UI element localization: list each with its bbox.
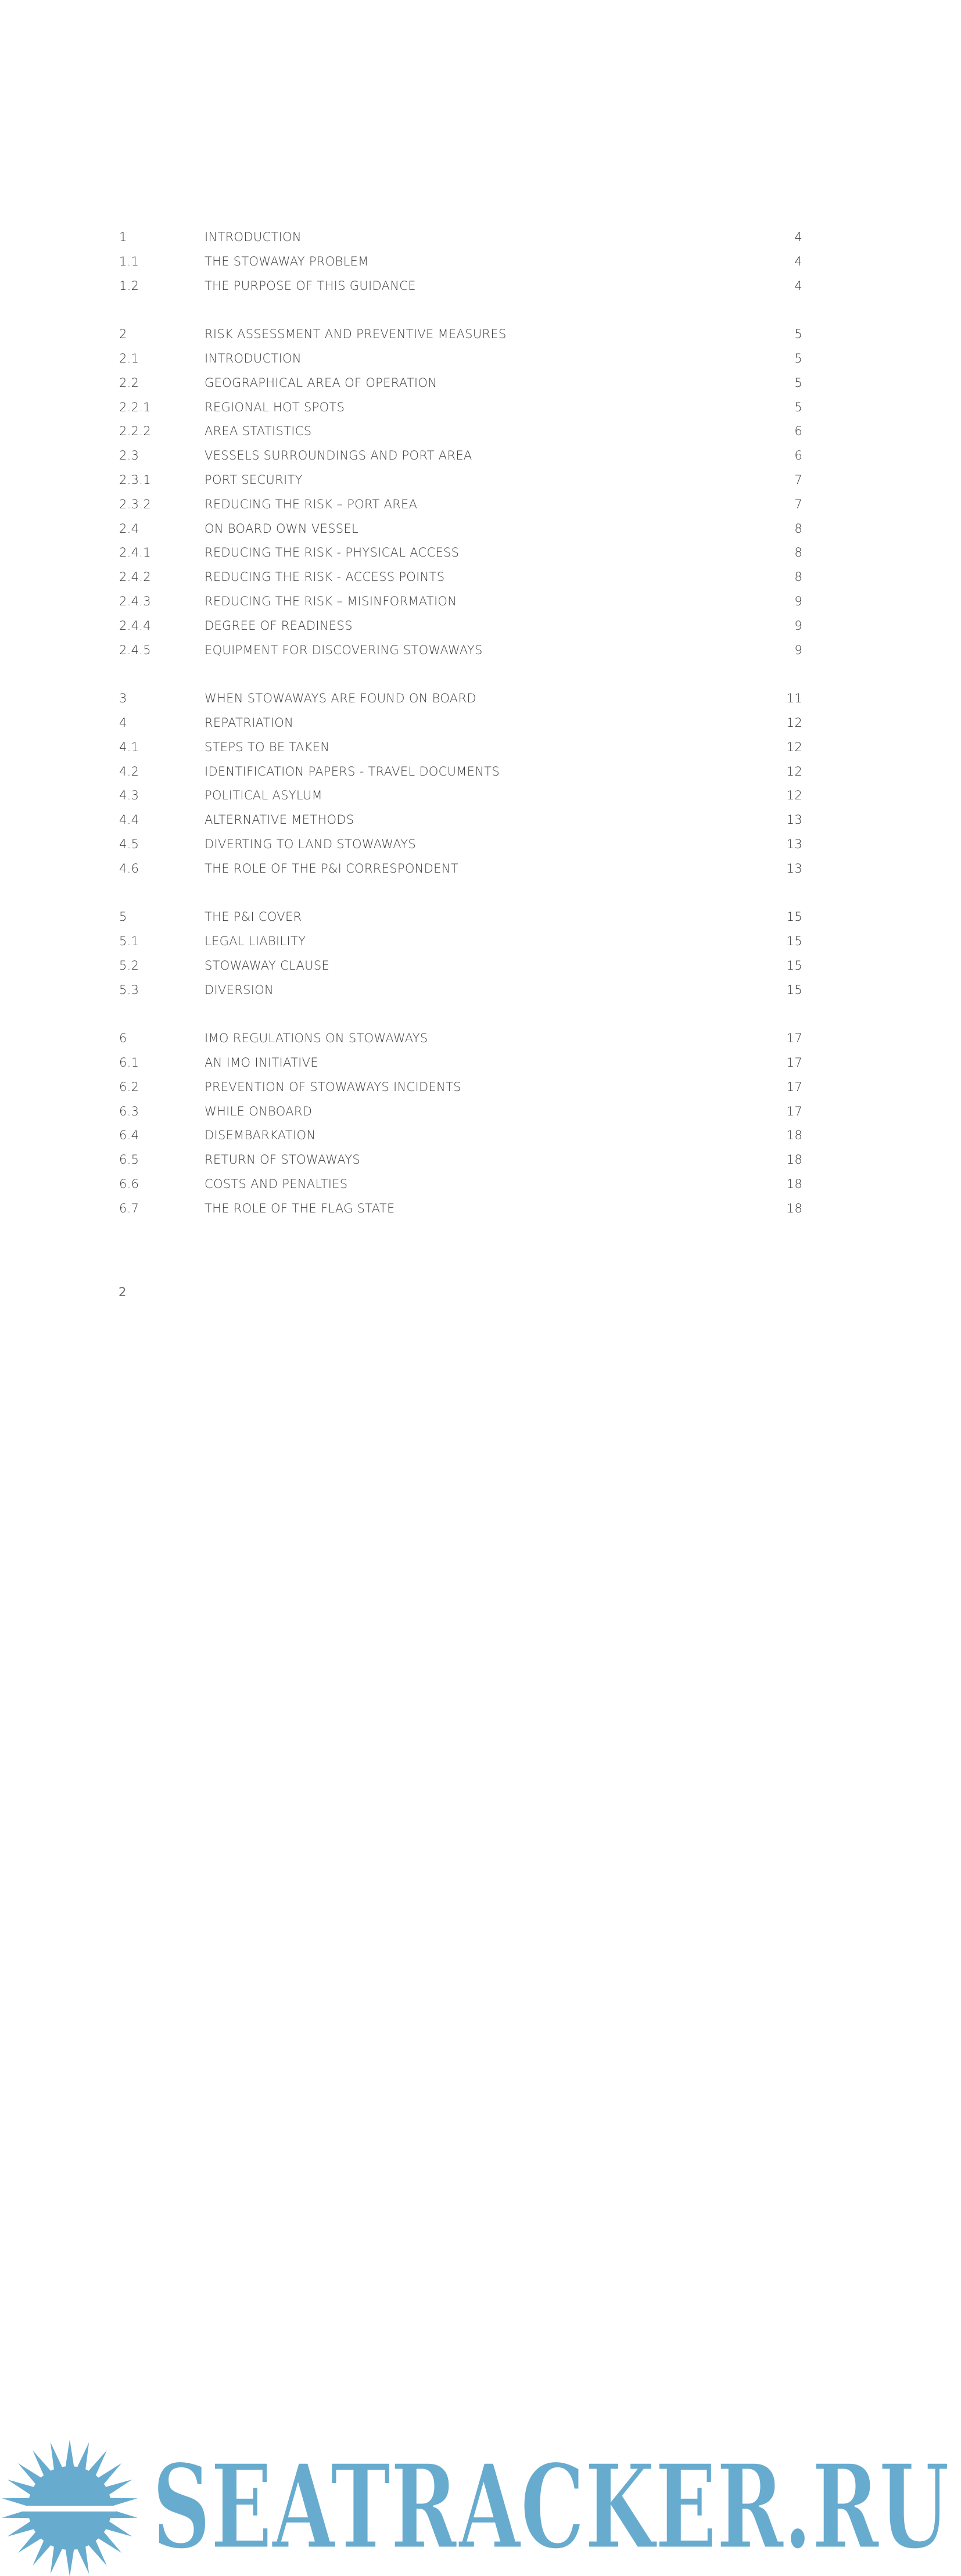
section-title: THE P&I COVER: [205, 910, 302, 924]
toc-entry[interactable]: [119, 905, 802, 930]
section-title: RISK ASSESSMENT AND PREVENTIVE MEASURES: [205, 327, 507, 342]
section-title: LEGAL LIABILITY: [205, 934, 306, 949]
section-title: RETURN OF STOWAWAYS: [205, 1153, 361, 1167]
section-number: 6.6: [119, 1177, 139, 1192]
section-number: 4.6: [119, 861, 139, 876]
section-number: 4.4: [119, 813, 139, 827]
section-title: REDUCING THE RISK – MISINFORMATION: [205, 594, 457, 608]
page-ref: 15: [786, 934, 802, 949]
page-ref: 6: [794, 424, 802, 439]
page-ref: 4: [794, 230, 802, 244]
section-title: AREA STATISTICS: [205, 424, 312, 439]
page-ref: 12: [786, 788, 802, 803]
toc-entry[interactable]: [119, 930, 802, 954]
section-title: AN IMO INITIATIVE: [205, 1056, 318, 1070]
toc-entry[interactable]: [119, 347, 802, 371]
section-number: 2.4.4: [119, 618, 151, 633]
section-number: 1.1: [119, 254, 139, 268]
section-number: 2.3.1: [119, 472, 151, 487]
page-ref: 9: [794, 594, 802, 608]
toc-entry[interactable]: [119, 638, 802, 663]
page-ref: 15: [786, 982, 802, 997]
section-title: WHEN STOWAWAYS ARE FOUND ON BOARD: [205, 691, 476, 706]
toc-entry[interactable]: [119, 1172, 802, 1197]
section-title: REPATRIATION: [205, 715, 294, 730]
section-number: 6.2: [119, 1079, 139, 1094]
section-title: PORT SECURITY: [205, 472, 303, 487]
page-ref: 4: [794, 254, 802, 268]
toc-entry[interactable]: [119, 760, 802, 784]
toc-entry[interactable]: [119, 1100, 802, 1124]
section-number: 5.2: [119, 958, 139, 973]
toc-entry[interactable]: [119, 565, 802, 590]
section-title: GEOGRAPHICAL AREA OF OPERATION: [205, 375, 438, 390]
section-title: INTRODUCTION: [205, 230, 302, 244]
toc-entry[interactable]: [119, 833, 802, 857]
page-ref: 7: [794, 497, 802, 511]
toc-entry[interactable]: [119, 808, 802, 833]
page-ref: 5: [794, 375, 802, 390]
page-ref: 18: [786, 1177, 802, 1192]
page-ref: 18: [786, 1201, 802, 1215]
section-title: REGIONAL HOT SPOTS: [205, 400, 345, 414]
section-number: 1: [119, 230, 127, 244]
section-title: DISEMBARKATION: [205, 1128, 316, 1143]
section-title: WHILE ONBOARD: [205, 1104, 313, 1118]
toc-entry[interactable]: [119, 1027, 802, 1051]
section-title: COSTS AND PENALTIES: [205, 1177, 348, 1192]
section-title: DIVERTING TO LAND STOWAWAYS: [205, 837, 417, 851]
toc-entry[interactable]: [119, 225, 802, 250]
page-ref: 17: [786, 1104, 802, 1118]
watermark-label: SEATRACKER.RU: [152, 2450, 949, 2560]
section-number: 2.3: [119, 449, 139, 463]
page-ref: 12: [786, 740, 802, 754]
section-title: THE STOWAWAY PROBLEM: [205, 254, 369, 268]
toc-entry[interactable]: [119, 444, 802, 468]
section-title: THE PURPOSE OF THIS GUIDANCE: [205, 278, 416, 293]
toc-entry[interactable]: [119, 1075, 802, 1100]
toc-entry[interactable]: [119, 250, 802, 274]
page-ref: 17: [786, 1056, 802, 1070]
toc-entry[interactable]: [119, 274, 802, 299]
section-number: 3: [119, 691, 127, 706]
page-ref: 11: [786, 691, 802, 706]
toc-entry[interactable]: [119, 371, 802, 396]
toc-entry[interactable]: [119, 396, 802, 420]
section-number: 1.2: [119, 278, 139, 293]
section-number: 6.7: [119, 1201, 139, 1215]
section-number: 2.2.2: [119, 424, 151, 439]
page-ref: 18: [786, 1153, 802, 1167]
section-title: STOWAWAY CLAUSE: [205, 958, 330, 973]
section-title: THE ROLE OF THE FLAG STATE: [205, 1201, 395, 1215]
section-title: REDUCING THE RISK – PORT AREA: [205, 497, 418, 511]
page-ref: 12: [786, 764, 802, 778]
section-number: 4: [119, 715, 127, 730]
section-title: IMO REGULATIONS ON STOWAWAYS: [205, 1031, 428, 1046]
section-title: DIVERSION: [205, 982, 274, 997]
sun-icon: [0, 2437, 139, 2576]
page-ref: 8: [794, 546, 802, 560]
section-number: 6.4: [119, 1128, 139, 1143]
toc-entry[interactable]: [119, 419, 802, 444]
page-ref: 12: [786, 715, 802, 730]
section-title: IDENTIFICATION PAPERS - TRAVEL DOCUMENTS: [205, 764, 500, 778]
toc-entry[interactable]: [119, 784, 802, 808]
section-title: THE ROLE OF THE P&I CORRESPONDENT: [205, 861, 458, 876]
section-number: 4.2: [119, 764, 139, 778]
toc-entry[interactable]: [119, 1124, 802, 1148]
section-number: 6: [119, 1031, 127, 1046]
toc-entry[interactable]: [119, 736, 802, 760]
page-number: 2: [119, 1285, 127, 1299]
page-ref: 8: [794, 570, 802, 584]
section-title: DEGREE OF READINESS: [205, 618, 353, 633]
toc-entry[interactable]: [119, 517, 802, 541]
toc-entry[interactable]: [119, 590, 802, 614]
page-ref: 5: [794, 327, 802, 342]
toc-entry[interactable]: [119, 322, 802, 347]
section-number: 4.5: [119, 837, 139, 851]
page-ref: 17: [786, 1079, 802, 1094]
toc-entry[interactable]: [119, 1148, 802, 1172]
section-title: REDUCING THE RISK - PHYSICAL ACCESS: [205, 546, 460, 560]
section-number: 6.3: [119, 1104, 139, 1118]
section-number: 5.1: [119, 934, 139, 949]
toc-entry[interactable]: [119, 687, 802, 711]
page-ref: 9: [794, 618, 802, 633]
section-title: ON BOARD OWN VESSEL: [205, 521, 358, 536]
toc-entry[interactable]: [119, 1051, 802, 1075]
section-number: 2.4.3: [119, 594, 151, 608]
page-ref: 13: [786, 861, 802, 876]
section-number: 2.2.1: [119, 400, 151, 414]
page-ref: 13: [786, 813, 802, 827]
section-title: POLITICAL ASYLUM: [205, 788, 322, 803]
section-number: 5: [119, 910, 127, 924]
table-of-contents: [119, 225, 802, 1221]
toc-entry[interactable]: [119, 614, 802, 638]
toc-entry[interactable]: [119, 857, 802, 881]
page-ref: 13: [786, 837, 802, 851]
toc-entry[interactable]: [119, 711, 802, 736]
toc-entry[interactable]: [119, 493, 802, 517]
page-ref: 5: [794, 400, 802, 414]
page-ref: 9: [794, 643, 802, 657]
section-number: 2.4.2: [119, 570, 151, 584]
page-ref: 7: [794, 472, 802, 487]
section-title: EQUIPMENT FOR DISCOVERING STOWAWAYS: [205, 643, 483, 657]
section-title: INTRODUCTION: [205, 351, 302, 365]
watermark-text: [152, 2450, 949, 2560]
page-ref: 6: [794, 449, 802, 463]
section-number: 2: [119, 327, 127, 342]
section-title: ALTERNATIVE METHODS: [205, 813, 354, 827]
page-ref: 15: [786, 958, 802, 973]
toc-entry[interactable]: [119, 978, 802, 1003]
section-number: 5.3: [119, 982, 139, 997]
section-number: 6.5: [119, 1153, 139, 1167]
section-number: 4.3: [119, 788, 139, 803]
page-ref: 5: [794, 351, 802, 365]
toc-entry[interactable]: [119, 468, 802, 493]
page-ref: 4: [794, 278, 802, 293]
section-title: PREVENTION OF STOWAWAYS INCIDENTS: [205, 1079, 461, 1094]
section-title: STEPS TO BE TAKEN: [205, 740, 330, 754]
section-number: 2.4.5: [119, 643, 151, 657]
watermark: [0, 1217, 961, 2560]
section-number: 2.4.1: [119, 546, 151, 560]
page-ref: 15: [786, 910, 802, 924]
section-number: 2.1: [119, 351, 139, 365]
page-ref: 18: [786, 1128, 802, 1143]
section-number: 4.1: [119, 740, 139, 754]
page-ref: 8: [794, 521, 802, 536]
section-number: 2.3.2: [119, 497, 151, 511]
section-title: REDUCING THE RISK - ACCESS POINTS: [205, 570, 445, 584]
section-title: VESSELS SURROUNDINGS AND PORT AREA: [205, 449, 472, 463]
section-number: 6.1: [119, 1056, 139, 1070]
section-number: 2.2: [119, 375, 139, 390]
section-number: 2.4: [119, 521, 139, 536]
toc-entry[interactable]: [119, 541, 802, 565]
toc-entry[interactable]: [119, 954, 802, 978]
page-ref: 17: [786, 1031, 802, 1046]
